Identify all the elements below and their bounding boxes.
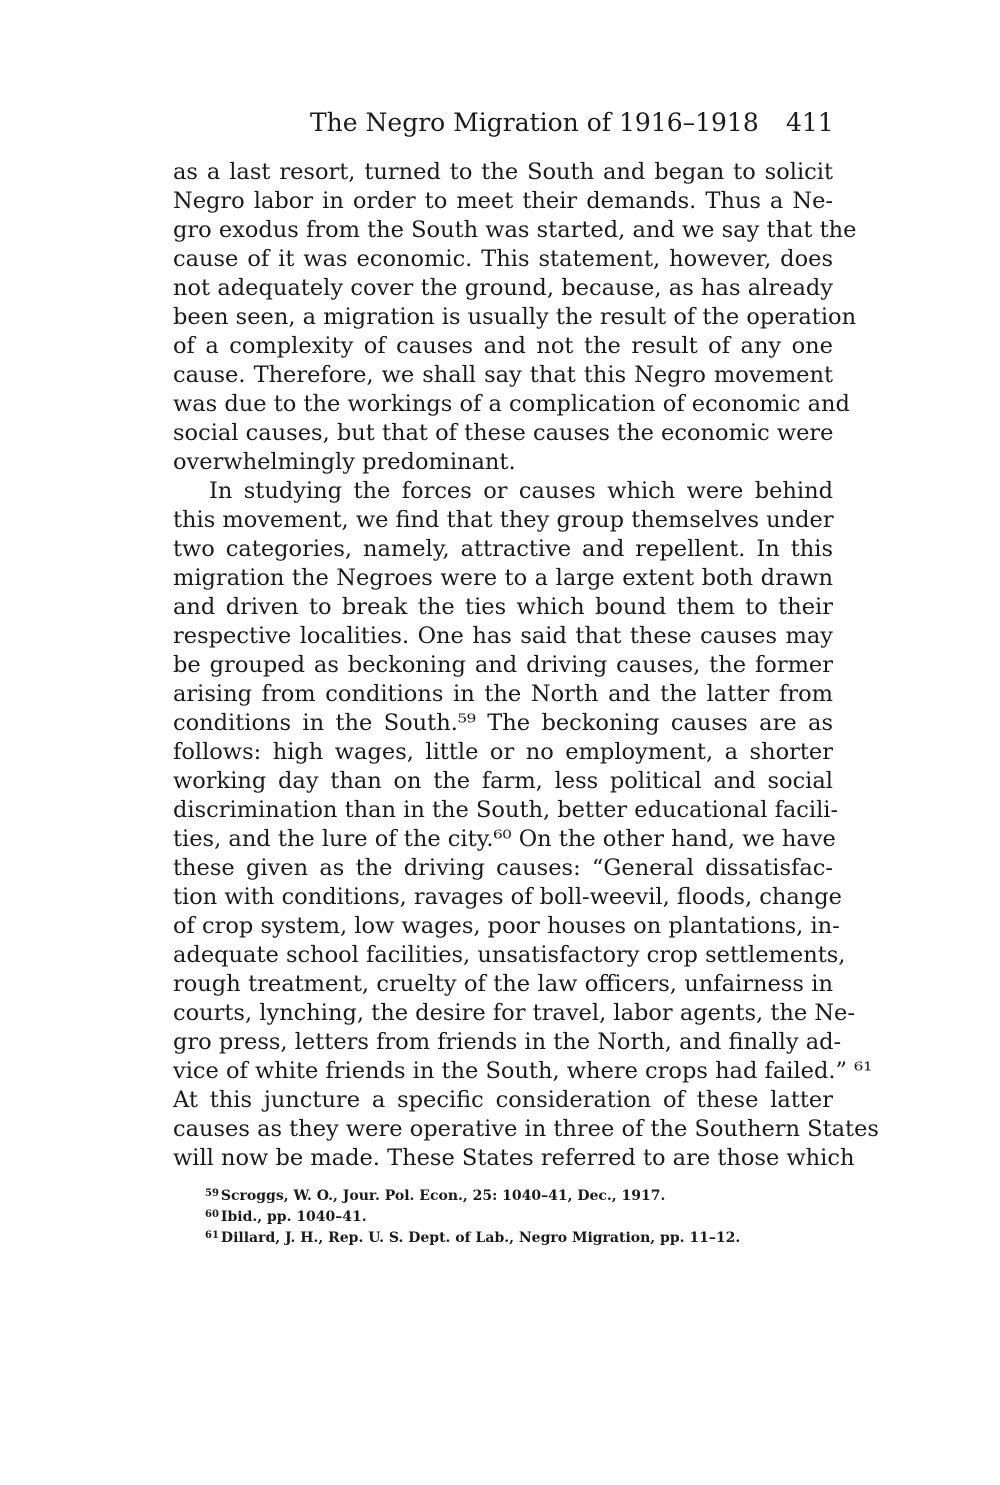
text-line: been seen, a migration is usually the result of the operation (173, 304, 857, 330)
running-title: The Negro Migration of 1916–1918 (310, 108, 759, 137)
footnote-text: Ibid., pp. 1040–41. (220, 1209, 367, 1225)
footnote (205, 1204, 845, 1225)
text-line: gro press, letters from friends in the North, and finally ad- (173, 1029, 842, 1055)
text-line: rough treatment, cruelty of the law officers, unfairness in (173, 971, 833, 997)
text-line: overwhelmingly predominant. (173, 449, 516, 475)
footnotes (205, 1183, 845, 1246)
text-line: At this juncture a specific consideration of these latter (173, 1087, 833, 1113)
text-line: conditions in the South.⁵⁹ The beckoning causes are as (173, 710, 833, 736)
text-line: two categories, namely, attractive and repellent. In this (173, 536, 833, 562)
text-line: arising from conditions in the North and the latter from (173, 681, 833, 707)
text-line: migration the Negroes were to a large extent both drawn (173, 565, 833, 591)
text-line: as a last resort, turned to the South and began to solicit (173, 159, 833, 185)
text-line: not adequately cover the ground, because, as has already (173, 275, 833, 301)
text-line: of crop system, low wages, poor houses on plantations, in- (173, 913, 840, 939)
text-line: of a complexity of causes and not the result of any one (173, 333, 833, 359)
footnote (205, 1225, 845, 1246)
text-line: follows: high wages, little or no employment, a shorter (173, 739, 833, 765)
footnote-number: 60 (205, 1209, 219, 1220)
text-line: vice of white friends in the South, where crops had failed.” ⁶¹ (173, 1058, 873, 1084)
text-line: respective localities. One has said that these causes may (173, 623, 833, 649)
page-number: 411 (786, 108, 834, 137)
text-line: and driven to break the ties which bound them to their (173, 594, 833, 620)
text-line: this movement, we find that they group themselves under (173, 507, 834, 533)
text-line: was due to the workings of a complication of economic and (173, 391, 850, 417)
text-line: these given as the driving causes: “General dissatisfac- (173, 855, 833, 881)
text-line: adequate school facilities, unsatisfactory crop settlements, (173, 942, 846, 968)
footnote-number: 61 (205, 1230, 219, 1241)
text-line: working day than on the farm, less political and social (173, 768, 833, 794)
text-line: In studying the forces or causes which were behind (209, 478, 833, 504)
footnote-text: Scroggs, W. O., Jour. Pol. Econ., 25: 1040–41, Dec., 1917. (220, 1188, 666, 1204)
text-line: causes as they were operative in three of the Southern States (173, 1116, 879, 1142)
text-line: tion with conditions, ravages of boll-weevil, floods, change (173, 884, 842, 910)
text-line: will now be made. These States referred to are those which (173, 1145, 855, 1171)
text-line: discrimination than in the South, better educational facili- (173, 797, 839, 823)
text-line: ties, and the lure of the city.⁶⁰ On the other hand, we have (173, 826, 836, 852)
text-line: courts, lynching, the desire for travel, labor agents, the Ne- (173, 1000, 855, 1026)
text-line: gro exodus from the South was started, and we say that the (173, 217, 857, 243)
text-line: social causes, but that of these causes the economic were (173, 420, 834, 446)
footnote-text: Dillard, J. H., Rep. U. S. Dept. of Lab., Negro Migration, pp. 11–12. (220, 1230, 741, 1246)
body-text (173, 158, 879, 1173)
footnote (205, 1183, 845, 1204)
text-line: cause of it was economic. This statement, however, does (173, 246, 833, 272)
text-line: be grouped as beckoning and driving causes, the former (173, 652, 833, 678)
footnote-number: 59 (205, 1188, 219, 1199)
text-line: Negro labor in order to meet their demands. Thus a Ne- (173, 188, 833, 214)
text-line: cause. Therefore, we shall say that this Negro movement (173, 362, 833, 388)
